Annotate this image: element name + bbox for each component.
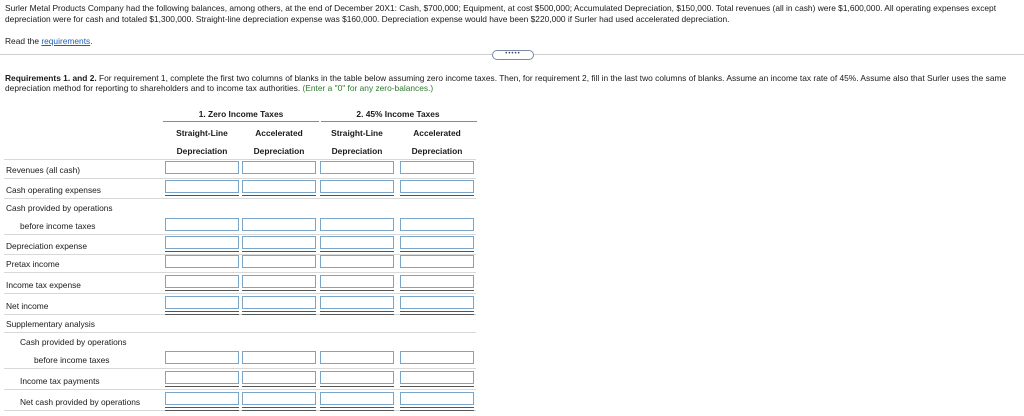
input-pretax-income-45-tax-accelerated[interactable] — [400, 255, 474, 268]
input-income-tax-expense-zero-tax-accelerated[interactable] — [242, 275, 316, 288]
input-cash-operating-expenses-zero-tax-straight-line[interactable] — [165, 180, 239, 193]
input-cash-provided-before-taxes-zero-tax-accelerated[interactable] — [242, 218, 316, 231]
subtotal-rule — [165, 251, 239, 252]
col-header-straight-line: Straight-Line — [331, 128, 383, 138]
row-label-net-income: Net income — [6, 301, 49, 311]
row-label-before-income-taxes: before income taxes — [20, 221, 96, 231]
table-header-rule — [4, 159, 476, 160]
input-net-income-45-tax-accelerated[interactable] — [400, 296, 474, 309]
total-double-rule — [320, 311, 394, 315]
row-label-income-tax-expense: Income tax expense — [6, 280, 81, 290]
input-supp-cash-provided-before-taxes-zero-tax-accelerated[interactable] — [242, 351, 316, 364]
input-income-tax-expense-45-tax-accelerated[interactable] — [400, 275, 474, 288]
col-header-depreciation: Depreciation — [176, 146, 228, 156]
row-divider — [4, 178, 476, 179]
expand-more-button[interactable]: ••••• — [492, 50, 534, 60]
subtotal-rule — [320, 290, 394, 291]
row-label-depreciation-expense: Depreciation expense — [6, 241, 88, 251]
input-revenues-45-tax-straight-line[interactable] — [320, 161, 394, 174]
group-header-rule — [163, 121, 319, 122]
input-supp-cash-provided-before-taxes-zero-tax-straight-line[interactable] — [165, 351, 239, 364]
input-depreciation-expense-45-tax-straight-line[interactable] — [320, 236, 394, 249]
group-header-rule — [321, 121, 477, 122]
subtotal-rule — [242, 290, 316, 291]
problem-statement: Surler Metal Products Company had the following balances, among others, at the end of December 20X1: Cash, $700,000; Equipment, at cost $500,000; Accumulated Depreciation, $150,000. Total revenues (all in cash) were $1,600,000. All operating expenses except depreciation were for cash and totaled $1,300,000. Straight-line depreciation expense was $160,000. Depreciation expense would have been $220,000 if Surler had used accelerated depreciation. — [5, 3, 997, 24]
col-header-straight-line: Straight-Line — [176, 128, 228, 138]
read-prefix: Read the — [5, 36, 42, 46]
read-requirements-line — [5, 36, 93, 46]
input-income-tax-payments-45-tax-accelerated[interactable] — [400, 371, 474, 384]
input-net-cash-provided-zero-tax-accelerated[interactable] — [242, 392, 316, 405]
total-double-rule — [242, 311, 316, 315]
row-label-revenues: Revenues (all cash) — [6, 165, 81, 175]
zero-balance-hint: (Enter a "0" for any zero-balances.) — [302, 83, 434, 93]
subtotal-rule — [320, 195, 394, 196]
group-header-zero-taxes: 1. Zero Income Taxes — [198, 109, 284, 119]
input-supp-cash-provided-before-taxes-45-tax-straight-line[interactable] — [320, 351, 394, 364]
group-header-45-taxes: 2. 45% Income Taxes — [356, 109, 440, 119]
subtotal-rule — [165, 386, 239, 387]
row-label-supp-before-income-taxes: before income taxes — [34, 355, 110, 365]
input-cash-provided-before-taxes-45-tax-accelerated[interactable] — [400, 218, 474, 231]
input-cash-operating-expenses-zero-tax-accelerated[interactable] — [242, 180, 316, 193]
input-net-income-zero-tax-accelerated[interactable] — [242, 296, 316, 309]
col-header-accelerated: Accelerated — [413, 128, 461, 138]
subtotal-rule — [400, 251, 474, 252]
col-header-accelerated: Accelerated — [255, 128, 303, 138]
input-depreciation-expense-zero-tax-straight-line[interactable] — [165, 236, 239, 249]
input-cash-provided-before-taxes-45-tax-straight-line[interactable] — [320, 218, 394, 231]
subtotal-rule — [242, 251, 316, 252]
input-pretax-income-zero-tax-straight-line[interactable] — [165, 255, 239, 268]
input-cash-operating-expenses-45-tax-straight-line[interactable] — [320, 180, 394, 193]
input-income-tax-payments-zero-tax-straight-line[interactable] — [165, 371, 239, 384]
subtotal-rule — [242, 386, 316, 387]
row-label-cash-operating-expenses: Cash operating expenses — [6, 185, 101, 195]
input-net-income-zero-tax-straight-line[interactable] — [165, 296, 239, 309]
row-divider — [4, 272, 476, 273]
row-divider — [4, 293, 476, 294]
total-double-rule — [165, 407, 239, 411]
input-depreciation-expense-zero-tax-accelerated[interactable] — [242, 236, 316, 249]
input-net-cash-provided-zero-tax-straight-line[interactable] — [165, 392, 239, 405]
subtotal-rule — [400, 195, 474, 196]
subtotal-rule — [320, 386, 394, 387]
input-net-cash-provided-45-tax-straight-line[interactable] — [320, 392, 394, 405]
row-divider — [4, 368, 476, 369]
col-header-depreciation: Depreciation — [253, 146, 305, 156]
row-divider — [4, 234, 476, 235]
row-label-supp-cash-provided: Cash provided by operations — [20, 337, 127, 347]
input-supp-cash-provided-before-taxes-45-tax-accelerated[interactable] — [400, 351, 474, 364]
row-label-net-cash-provided: Net cash provided by operations — [20, 397, 141, 407]
row-divider — [4, 198, 476, 199]
requirements-link[interactable]: requirements — [41, 36, 91, 46]
input-depreciation-expense-45-tax-accelerated[interactable] — [400, 236, 474, 249]
input-revenues-zero-tax-straight-line[interactable] — [165, 161, 239, 174]
input-income-tax-payments-zero-tax-accelerated[interactable] — [242, 371, 316, 384]
requirements-instructions — [5, 73, 1019, 93]
input-pretax-income-45-tax-straight-line[interactable] — [320, 255, 394, 268]
input-net-income-45-tax-straight-line[interactable] — [320, 296, 394, 309]
input-income-tax-expense-45-tax-straight-line[interactable] — [320, 275, 394, 288]
total-double-rule — [320, 407, 394, 411]
subtotal-rule — [320, 251, 394, 252]
total-double-rule — [242, 407, 316, 411]
row-divider — [4, 332, 476, 333]
subtotal-rule — [400, 290, 474, 291]
row-label-supplementary-analysis: Supplementary analysis — [6, 319, 95, 329]
input-cash-provided-before-taxes-zero-tax-straight-line[interactable] — [165, 218, 239, 231]
subtotal-rule — [165, 290, 239, 291]
requirements-heading: Requirements 1. and 2. — [5, 73, 97, 83]
input-net-cash-provided-45-tax-accelerated[interactable] — [400, 392, 474, 405]
col-header-depreciation: Depreciation — [331, 146, 383, 156]
col-header-depreciation: Depreciation — [411, 146, 463, 156]
row-label-pretax-income: Pretax income — [6, 259, 60, 269]
read-suffix: . — [90, 36, 93, 46]
input-pretax-income-zero-tax-accelerated[interactable] — [242, 255, 316, 268]
input-cash-operating-expenses-45-tax-accelerated[interactable] — [400, 180, 474, 193]
subtotal-rule — [242, 195, 316, 196]
row-label-cash-provided: Cash provided by operations — [6, 203, 113, 213]
input-income-tax-expense-zero-tax-straight-line[interactable] — [165, 275, 239, 288]
subtotal-rule — [400, 386, 474, 387]
input-revenues-zero-tax-accelerated[interactable] — [242, 161, 316, 174]
input-income-tax-payments-45-tax-straight-line[interactable] — [320, 371, 394, 384]
total-double-rule — [400, 407, 474, 411]
total-double-rule — [165, 311, 239, 315]
row-divider — [4, 389, 476, 390]
requirements-text: For requirement 1, complete the first two columns of blanks in the table below assuming zero income taxes. Then, for requirement 2, fill in the last two columns of blanks. Assume an income tax rate of 45%. Assume also that Surler uses the same depreciation method for reporting to shareholders and to income tax authorities. — [5, 73, 1007, 93]
input-revenues-45-tax-accelerated[interactable] — [400, 161, 474, 174]
subtotal-rule — [165, 195, 239, 196]
total-double-rule — [400, 311, 474, 315]
row-label-income-tax-payments: Income tax payments — [20, 376, 100, 386]
